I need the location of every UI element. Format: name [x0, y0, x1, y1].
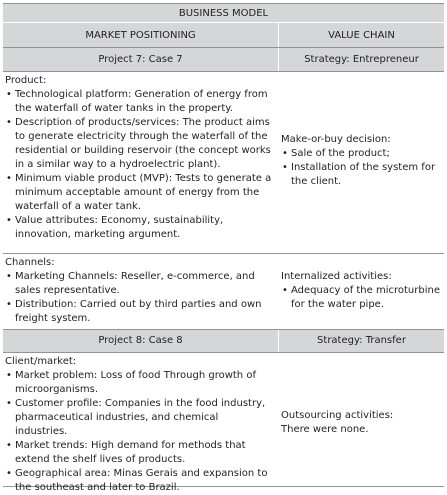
project7-strategy: Strategy: Entrepreneur — [304, 54, 419, 65]
list-item: • Distribution: Carried out by third parties and own freight system. — [5, 298, 273, 326]
client-market-list — [5, 369, 273, 495]
make-or-buy-list — [281, 147, 441, 189]
internalized-list — [281, 284, 441, 312]
list-item: • Installation of the system for the client. — [281, 161, 441, 189]
project8-row — [3, 329, 444, 353]
channels-list — [5, 270, 273, 326]
column-header-value-chain: VALUE CHAIN — [328, 30, 395, 41]
list-item: • Market problem: Loss of food Through growth of microorganisms. — [5, 369, 273, 397]
channels-content — [5, 256, 273, 326]
list-item: • Description of products/services: The product aims to generate electricity through the waterfall of the residential or building reservoir (the concept works in a similar way to a hydroelectric plant). — [5, 116, 273, 172]
make-or-buy-content — [281, 133, 441, 189]
product-section — [3, 72, 444, 254]
channels-heading: Channels: — [5, 257, 55, 268]
list-item: • Marketing Channels: Reseller, e-commerce, and sales representative. — [5, 270, 273, 298]
client-market-content — [5, 355, 273, 495]
list-item: • Technological platform: Generation of energy from the waterfall of water tanks in the property. — [5, 88, 273, 116]
list-item: • Value attributes: Economy, sustainability, innovation, marketing argument. — [5, 214, 273, 242]
product-content — [5, 74, 273, 242]
client-market-heading: Client/market: — [5, 356, 77, 367]
business-model-table — [3, 3, 444, 493]
table-title: BUSINESS MODEL — [178, 8, 269, 19]
product-list — [5, 88, 273, 242]
column-header-row — [3, 23, 444, 48]
list-item: • Minimum viable product (MVP): Tests to generate a minimum acceptable amount of energy from the waterfall of a water tank. — [5, 172, 273, 214]
internalized-content — [281, 270, 441, 312]
make-or-buy-heading: Make-or-buy decision: — [281, 134, 391, 145]
project8-label: Project 8: Case 8 — [98, 335, 183, 346]
client-market-section — [3, 353, 444, 493]
column-header-market-positioning: MARKET POSITIONING — [85, 30, 196, 41]
channels-section — [3, 254, 444, 329]
project8-strategy: Strategy: Transfer — [317, 335, 406, 346]
list-item: • Market trends: High demand for methods that extend the shelf lives of products. — [5, 439, 273, 467]
product-heading: Product: — [5, 75, 47, 86]
list-item: • Customer profile: Companies in the food industry, pharmaceutical industries, and chemical industries. — [5, 397, 273, 439]
project7-row — [3, 48, 444, 72]
outsourcing-heading: Outsourcing activities: — [281, 410, 394, 421]
outsourcing-text: There were none. — [281, 424, 369, 435]
project7-label: Project 7: Case 7 — [98, 54, 183, 65]
outsourcing-content — [281, 409, 441, 437]
list-item: • Geographical area: Minas Gerais and expansion to the southeast and later to Brazil. — [5, 467, 273, 495]
list-item: • Adequacy of the microturbine for the water pipe. — [281, 284, 441, 312]
internalized-heading: Internalized activities: — [281, 271, 392, 282]
list-item: • Sale of the product; — [281, 147, 441, 161]
table-title-row — [3, 4, 444, 23]
